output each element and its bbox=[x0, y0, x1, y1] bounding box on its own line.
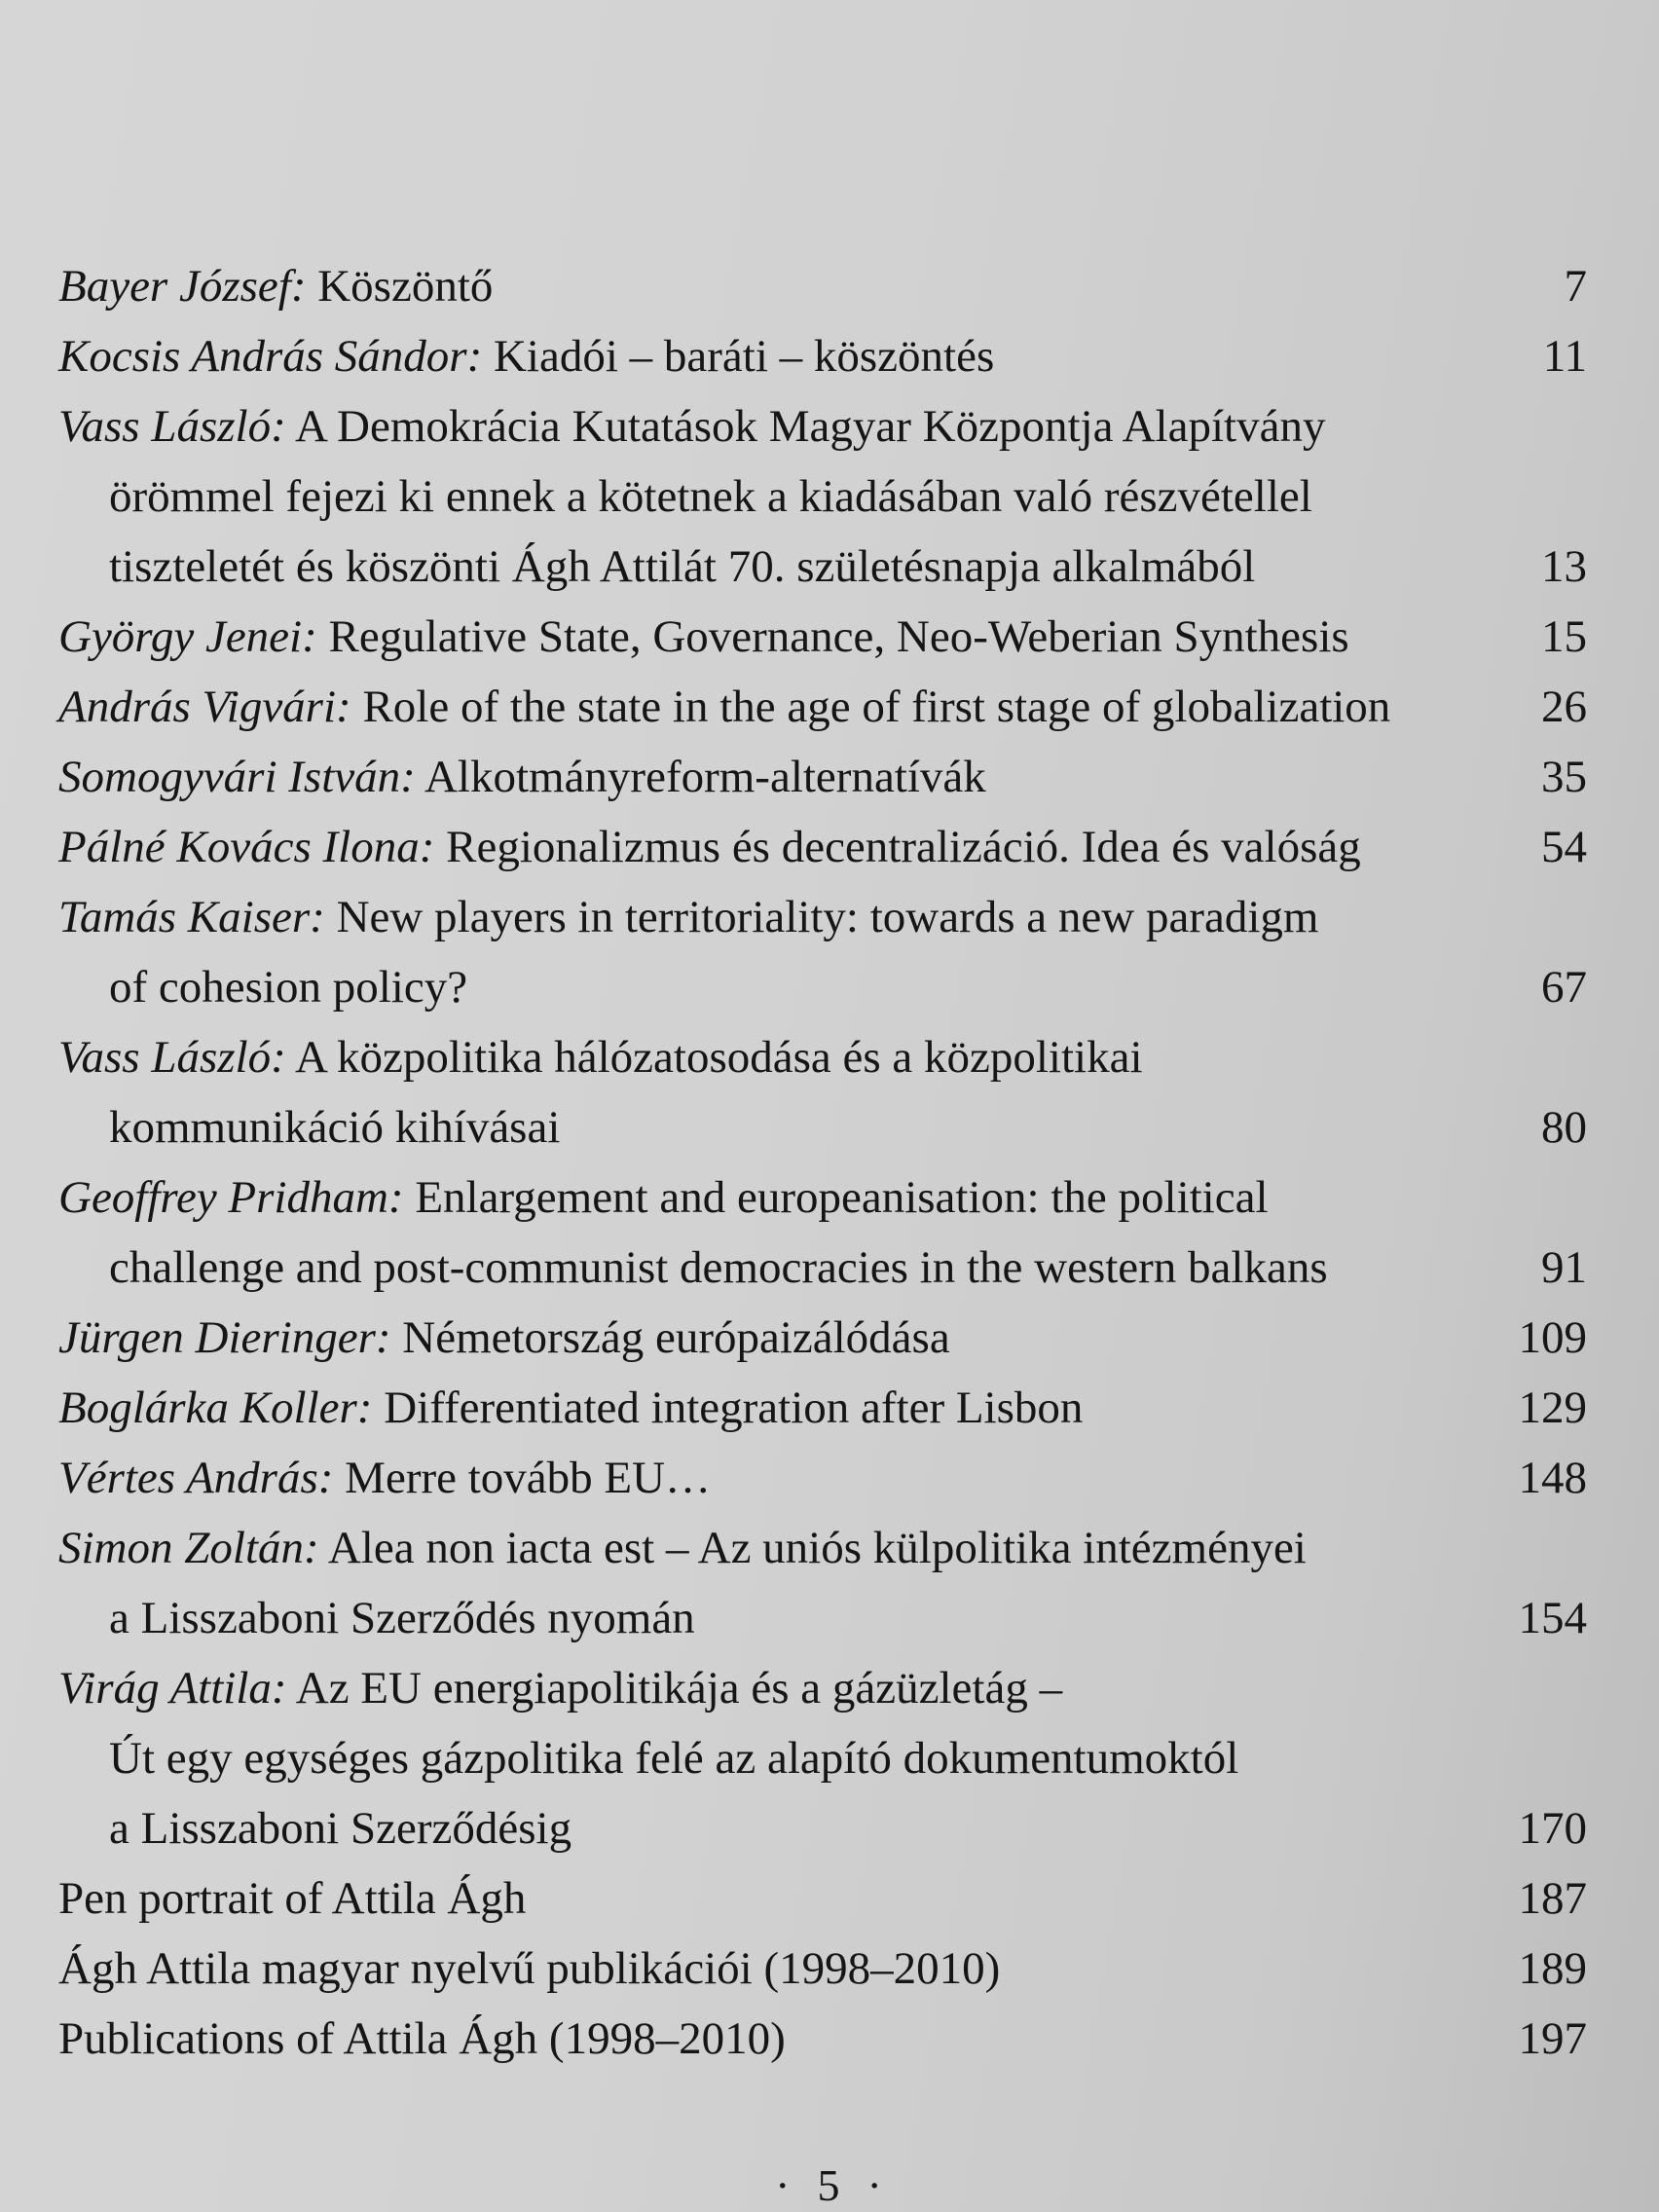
toc-entry-first-line bbox=[58, 1443, 1460, 1513]
toc-entry bbox=[58, 251, 1587, 321]
toc-title: Kiadói – baráti – köszöntés bbox=[493, 331, 995, 382]
toc-entry bbox=[58, 1863, 1587, 1934]
toc-entry-text bbox=[58, 1162, 1460, 1303]
toc-entry bbox=[58, 321, 1587, 391]
toc-entry-first-line bbox=[58, 1653, 1460, 1723]
toc-title: of cohesion policy? bbox=[109, 962, 468, 1013]
toc-title: Role of the state in the age of first stage of globalization bbox=[362, 682, 1391, 732]
toc-entry-first-line bbox=[58, 1022, 1460, 1092]
toc-entry-text bbox=[58, 672, 1460, 742]
toc-entry-continuation-line bbox=[58, 532, 1460, 602]
toc-title: kommunikáció kihívásai bbox=[109, 1102, 561, 1153]
toc-title: Alkotmányreform-alternatívák bbox=[424, 752, 986, 802]
toc-author: György Jenei: bbox=[58, 611, 317, 662]
toc-entry-first-line bbox=[58, 2004, 1460, 2074]
toc-author: Vértes András: bbox=[58, 1453, 334, 1503]
toc-entry-text bbox=[58, 1303, 1460, 1373]
toc-author: Tamás Kaiser: bbox=[58, 892, 325, 942]
toc-entry bbox=[58, 1513, 1587, 1653]
toc-author: Virág Attila: bbox=[58, 1663, 287, 1714]
toc-page-number: 80 bbox=[1541, 1102, 1587, 1153]
toc-title: örömmel fejezi ki ennek a kötetnek a kiadásában való részvétellel bbox=[109, 471, 1312, 522]
toc-page-number: 109 bbox=[1518, 1312, 1587, 1363]
toc-entry bbox=[58, 1934, 1587, 2004]
toc-entry-first-line bbox=[58, 602, 1460, 672]
toc-entry-continuation-line bbox=[58, 952, 1460, 1022]
folio-dot-left: · bbox=[775, 2160, 793, 2210]
toc-page-number: 189 bbox=[1518, 1943, 1587, 1994]
toc-author: Bayer József: bbox=[58, 261, 307, 312]
toc-entry-text bbox=[58, 1022, 1460, 1162]
toc-title: Út egy egységes gázpolitika felé az alapító dokumentumoktól bbox=[109, 1733, 1239, 1784]
toc-author: Pálné Kovács Ilona: bbox=[58, 822, 435, 872]
toc-entry-continuation-line bbox=[58, 1092, 1460, 1162]
toc-entry-text bbox=[58, 321, 1460, 391]
toc-page-number: 197 bbox=[1518, 2013, 1587, 2064]
toc-entry-text bbox=[58, 1934, 1460, 2004]
toc-page-number: 15 bbox=[1541, 611, 1587, 662]
toc-entry-continuation-line bbox=[58, 461, 1460, 532]
toc-title: Publications of Attila Ágh (1998–2010) bbox=[58, 2013, 786, 2064]
toc-author: Somogyvári István: bbox=[58, 752, 416, 802]
toc-author: Geoffrey Pridham: bbox=[58, 1172, 404, 1223]
toc-entry-text bbox=[58, 2004, 1460, 2074]
toc-page-number: 187 bbox=[1518, 1873, 1587, 1924]
toc-entry bbox=[58, 391, 1587, 602]
toc-entry bbox=[58, 1303, 1587, 1373]
toc-page-number: 91 bbox=[1541, 1242, 1587, 1293]
toc-entry-text bbox=[58, 1513, 1460, 1653]
toc-entry-first-line bbox=[58, 882, 1460, 952]
toc-entry-text bbox=[58, 1863, 1460, 1934]
toc-entry-text bbox=[58, 812, 1460, 882]
toc-title: Ágh Attila magyar nyelvű publikációi (1998–2010) bbox=[58, 1943, 1001, 1994]
toc-entry bbox=[58, 2004, 1587, 2074]
page-folio bbox=[0, 2159, 1659, 2211]
toc-title: Merre tovább EU… bbox=[345, 1453, 712, 1503]
toc-title: Regulative State, Governance, Neo-Weberian Synthesis bbox=[328, 611, 1349, 662]
folio-dot-right: · bbox=[866, 2160, 884, 2210]
toc-title: Enlargement and europeanisation: the political bbox=[415, 1172, 1269, 1223]
toc-title: Pen portrait of Attila Ágh bbox=[58, 1873, 527, 1924]
toc-author: Simon Zoltán: bbox=[58, 1523, 319, 1573]
toc-page-number: 148 bbox=[1518, 1453, 1587, 1503]
toc-author: Boglárka Koller: bbox=[58, 1382, 373, 1433]
toc-title: a Lisszaboni Szerződésig bbox=[109, 1803, 572, 1854]
toc-entry-first-line bbox=[58, 251, 1460, 321]
toc-entry-text bbox=[58, 742, 1460, 812]
toc-entry-text bbox=[58, 251, 1460, 321]
toc-entry-continuation-line bbox=[58, 1233, 1460, 1303]
page-number: 5 bbox=[817, 2160, 842, 2210]
toc-entry-first-line bbox=[58, 742, 1460, 812]
toc-author: Vass László: bbox=[58, 1032, 286, 1083]
toc-author: András Vigvári: bbox=[58, 682, 351, 732]
toc-entry bbox=[58, 882, 1587, 1022]
toc-entry-text bbox=[58, 1653, 1460, 1863]
toc-entry bbox=[58, 1373, 1587, 1443]
toc-entry bbox=[58, 1162, 1587, 1303]
toc-entry-first-line bbox=[58, 672, 1460, 742]
toc-entry-continuation-line bbox=[58, 1723, 1460, 1793]
toc-entry bbox=[58, 812, 1587, 882]
toc-entry-first-line bbox=[58, 1934, 1460, 2004]
toc-title: Differentiated integration after Lisbon bbox=[384, 1382, 1084, 1433]
toc-page-number: 170 bbox=[1518, 1803, 1587, 1854]
toc-title: Köszöntő bbox=[317, 261, 494, 312]
toc-entry bbox=[58, 672, 1587, 742]
toc-title: A Demokrácia Kutatások Magyar Központja Alapítvány bbox=[294, 401, 1326, 452]
toc-author: Kocsis András Sándor: bbox=[58, 331, 483, 382]
toc-entry-text bbox=[58, 1443, 1460, 1513]
toc-page-number: 54 bbox=[1541, 822, 1587, 872]
toc-page-number: 154 bbox=[1518, 1593, 1587, 1643]
toc-page-number: 35 bbox=[1541, 752, 1587, 802]
toc-entry bbox=[58, 742, 1587, 812]
toc-title: a Lisszaboni Szerződés nyomán bbox=[109, 1593, 695, 1643]
toc-entry-text bbox=[58, 882, 1460, 1022]
toc-title: challenge and post-communist democracies in the western balkans bbox=[109, 1242, 1328, 1293]
toc-title: tiszteletét és köszönti Ágh Attilát 70. születésnapja alkalmából bbox=[109, 541, 1256, 592]
toc-page-number: 7 bbox=[1564, 261, 1587, 312]
toc-entry-text bbox=[58, 602, 1460, 672]
toc-entry bbox=[58, 602, 1587, 672]
toc-title: New players in territoriality: towards a new paradigm bbox=[336, 892, 1319, 942]
toc-entry-first-line bbox=[58, 321, 1460, 391]
table-of-contents bbox=[58, 251, 1587, 2074]
toc-entry-text bbox=[58, 1373, 1460, 1443]
toc-entry-first-line bbox=[58, 1303, 1460, 1373]
toc-entry-first-line bbox=[58, 1162, 1460, 1233]
toc-page-number: 129 bbox=[1518, 1382, 1587, 1433]
toc-page-number: 26 bbox=[1541, 682, 1587, 732]
toc-page-number: 13 bbox=[1541, 541, 1587, 592]
toc-entry-first-line bbox=[58, 1863, 1460, 1934]
toc-page-number: 67 bbox=[1541, 962, 1587, 1013]
toc-title: Az EU energiapolitikája és a gázüzletág – bbox=[295, 1663, 1063, 1714]
toc-entry-first-line bbox=[58, 812, 1460, 882]
toc-title: Alea non iacta est – Az uniós külpolitika intézményei bbox=[327, 1523, 1307, 1573]
toc-author: Vass László: bbox=[58, 401, 286, 452]
toc-title: A közpolitika hálózatosodása és a közpolitikai bbox=[294, 1032, 1143, 1083]
toc-entry-continuation-line bbox=[58, 1793, 1460, 1863]
toc-entry bbox=[58, 1022, 1587, 1162]
toc-author: Jürgen Dieringer: bbox=[58, 1312, 391, 1363]
toc-entry-first-line bbox=[58, 1373, 1460, 1443]
toc-entry bbox=[58, 1443, 1587, 1513]
toc-entry-first-line bbox=[58, 391, 1460, 461]
toc-entry-continuation-line bbox=[58, 1583, 1460, 1653]
toc-entry-first-line bbox=[58, 1513, 1460, 1583]
toc-page-number: 11 bbox=[1542, 331, 1587, 382]
toc-title: Németország európaizálódása bbox=[402, 1312, 950, 1363]
toc-entry-text bbox=[58, 391, 1460, 602]
toc-title: Regionalizmus és decentralizáció. Idea és valóság bbox=[446, 822, 1361, 872]
toc-entry bbox=[58, 1653, 1587, 1863]
